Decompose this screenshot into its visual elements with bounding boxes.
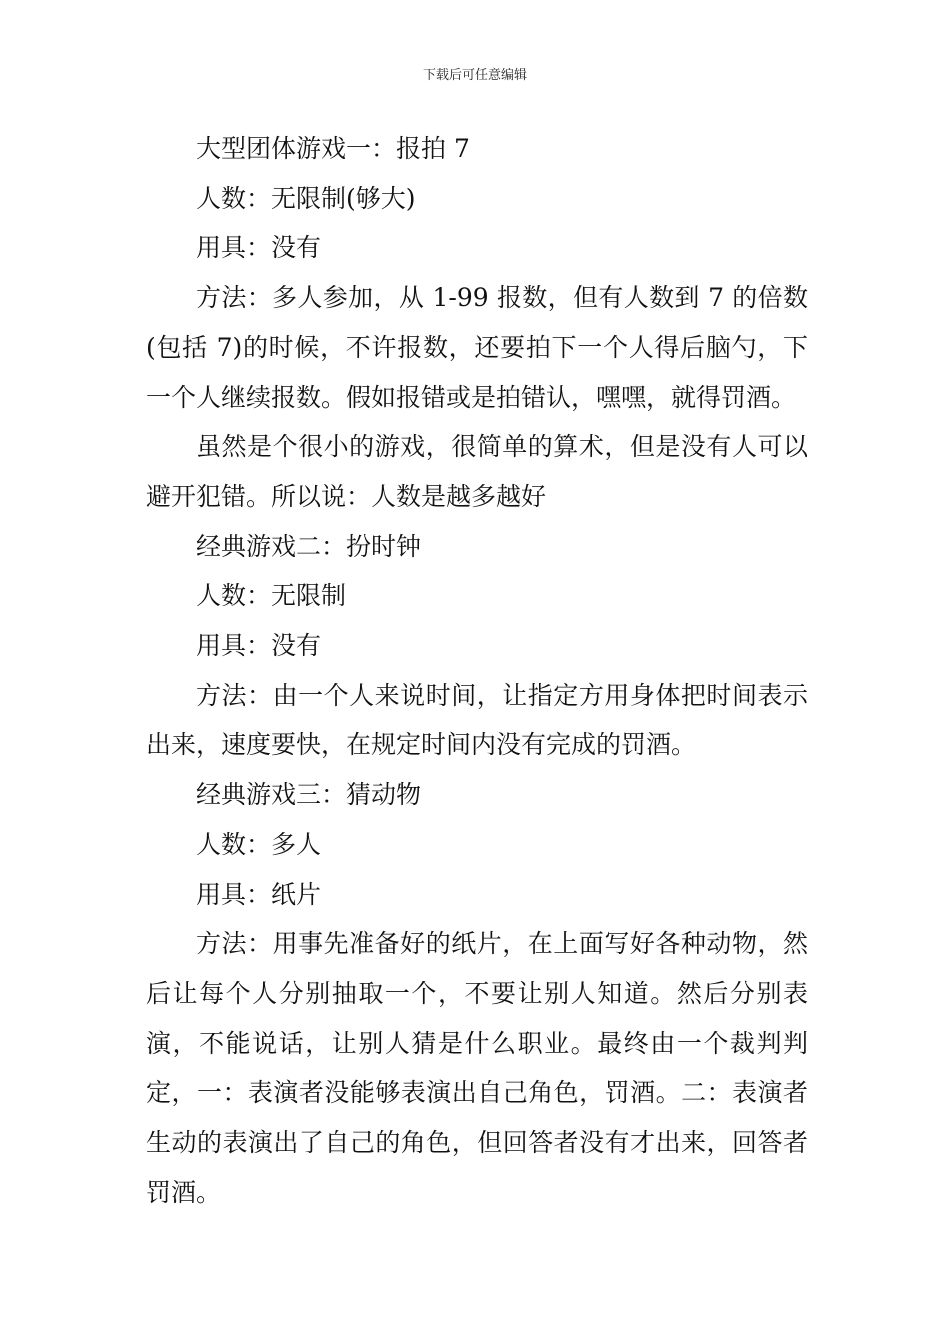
game1-method: 方法：多人参加，从 1-99 报数，但有人数到 7 的倍数(包括 7)的时候，不许报数，还要拍下一个人得后脑勺，下一个人继续报数。假如报错或是拍错认，嘿嘿，就得罚酒。 xyxy=(146,283,808,412)
game2-players: 人数：无限制 xyxy=(196,581,347,611)
page-header: 下载后可任意编辑 xyxy=(422,68,527,83)
game2-method: 方法：由一个人来说时间，让指定方用身体把时间表示出来，速度要快，在规定时间内没有完成的罚酒。 xyxy=(146,680,808,760)
game3-title: 经典游戏三：猜动物 xyxy=(196,780,422,810)
document-body xyxy=(146,124,808,1217)
game3-players: 人数：多人 xyxy=(196,829,322,859)
game1-title: 大型团体游戏一：报拍 7 xyxy=(196,134,470,163)
game1-note: 虽然是个很小的游戏，很简单的算术，但是没有人可以避开犯错。所以说：人数是越多越好 xyxy=(146,432,808,511)
game3-props: 用具：纸片 xyxy=(196,879,322,909)
game2-title: 经典游戏二：扮时钟 xyxy=(196,531,422,561)
game2-props: 用具：没有 xyxy=(196,631,322,661)
game1-players: 人数：无限制(够大) xyxy=(196,183,416,213)
game3-method: 方法：用事先准备好的纸片，在上面写好各种动物，然后让每个人分别抽取一个，不要让别人知道。然后分别表演，不能说话，让别人猜是什么职业。最终由一个裁判判定，一：表演者没能够表演出自己角色，罚酒。二：表演者生动的表演出了自己的角色，但回答者没有才出来，回答者罚酒。 xyxy=(146,929,808,1207)
game1-props: 用具：没有 xyxy=(196,233,322,263)
